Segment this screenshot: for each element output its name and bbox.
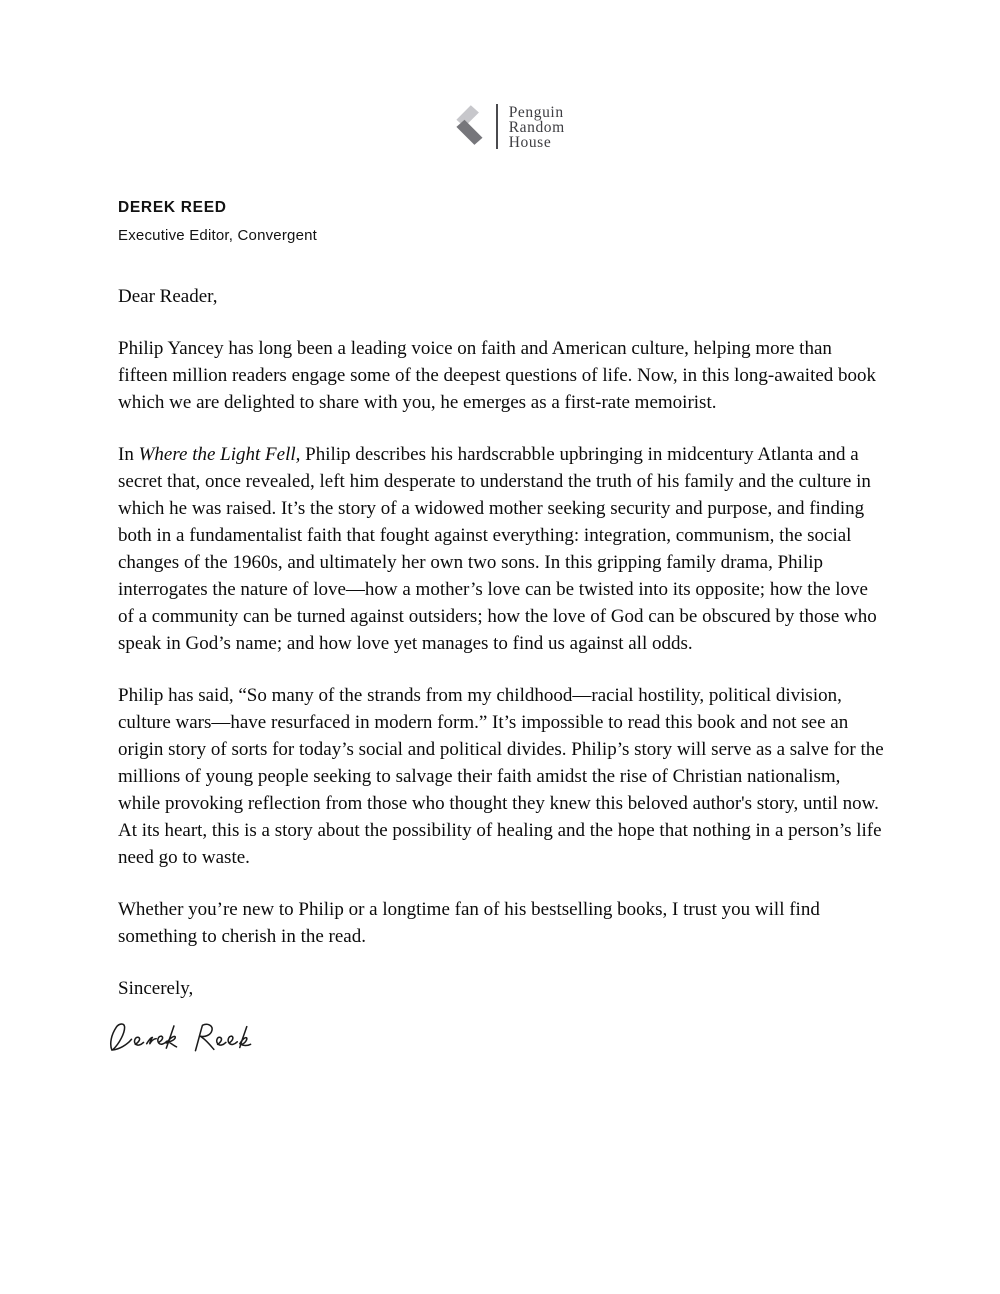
- letter-paragraph-4: [118, 896, 886, 950]
- penguin-random-house-logo-icon: [451, 103, 487, 149]
- letter-paragraph-1: [118, 335, 886, 416]
- letter-body: [118, 283, 886, 1058]
- logo-wordmark: [509, 103, 565, 151]
- text-segment: Whether you’re new to Philip or a longtime fan of his bestselling books, I trust you will find something to cherish in the read.: [118, 899, 820, 947]
- publisher-logo: [0, 103, 1000, 151]
- logo-wordmark-line: Random: [508, 119, 565, 137]
- salutation: Dear Reader,: [118, 286, 218, 307]
- signature-stroke: [111, 1024, 251, 1051]
- logo-wordmark-line: House: [508, 134, 552, 152]
- text-segment: Philip Yancey has long been a leading voice on faith and American culture, helping more than fifteen million readers engage some of the deepest questions of life. Now, in this long-awaited book which we are delighted to share with you, he emerges as a first-rate memoirist.: [118, 338, 877, 413]
- sender-block: [118, 199, 317, 244]
- letter-paragraph-3: [118, 682, 886, 871]
- text-segment: Where the Light Fell,: [138, 444, 301, 465]
- logo-divider: [496, 104, 498, 149]
- sender-title: Executive Editor, Convergent: [118, 227, 318, 244]
- closing: Sincerely,: [118, 978, 194, 999]
- text-segment: Philip describes his hardscrabble upbringing in midcentury Atlanta and a secret that, once revealed, left him desperate to understand the truth of his family and the culture in which he was raised. It’s the story of a widowed mother seeking security and purpose, and finding both in a fundamentalist faith that fought against everything: integration, communism, the social changes of the 1960s, and ultimately her own two sons. In this gripping family drama, Philip interrogates the nature of love—how a mother’s love can be twisted into its opposite; how the love of a community can be turned against outsiders; how the love of God can be obscured by those who speak in God’s name; and how love yet manages to find us against all odds.: [118, 444, 877, 654]
- sender-name: DEREK REED: [118, 199, 227, 216]
- logo-wordmark-line: Penguin: [508, 104, 564, 121]
- text-segment: Philip has said, “So many of the strands from my childhood—racial hostility, political division, culture wars—have resurfaced in modern form.” It’s impossible to read this book and not see an origin story of sorts for today’s social and political divides. Philip’s story will serve as a salve for the millions of young people seeking to salvage their faith amidst the rise of Christian nationalism, while provoking reflection from those who thought they knew this beloved author's story, until now. At its heart, this is a story about the possibility of healing and the hope that nothing in a person’s life need go to waste.: [118, 685, 884, 868]
- letter-paragraph-2: [118, 441, 886, 657]
- text-segment: In: [118, 444, 139, 465]
- logo-mark-dark-bar: [457, 120, 483, 145]
- signature-derek-reed: [103, 1018, 255, 1058]
